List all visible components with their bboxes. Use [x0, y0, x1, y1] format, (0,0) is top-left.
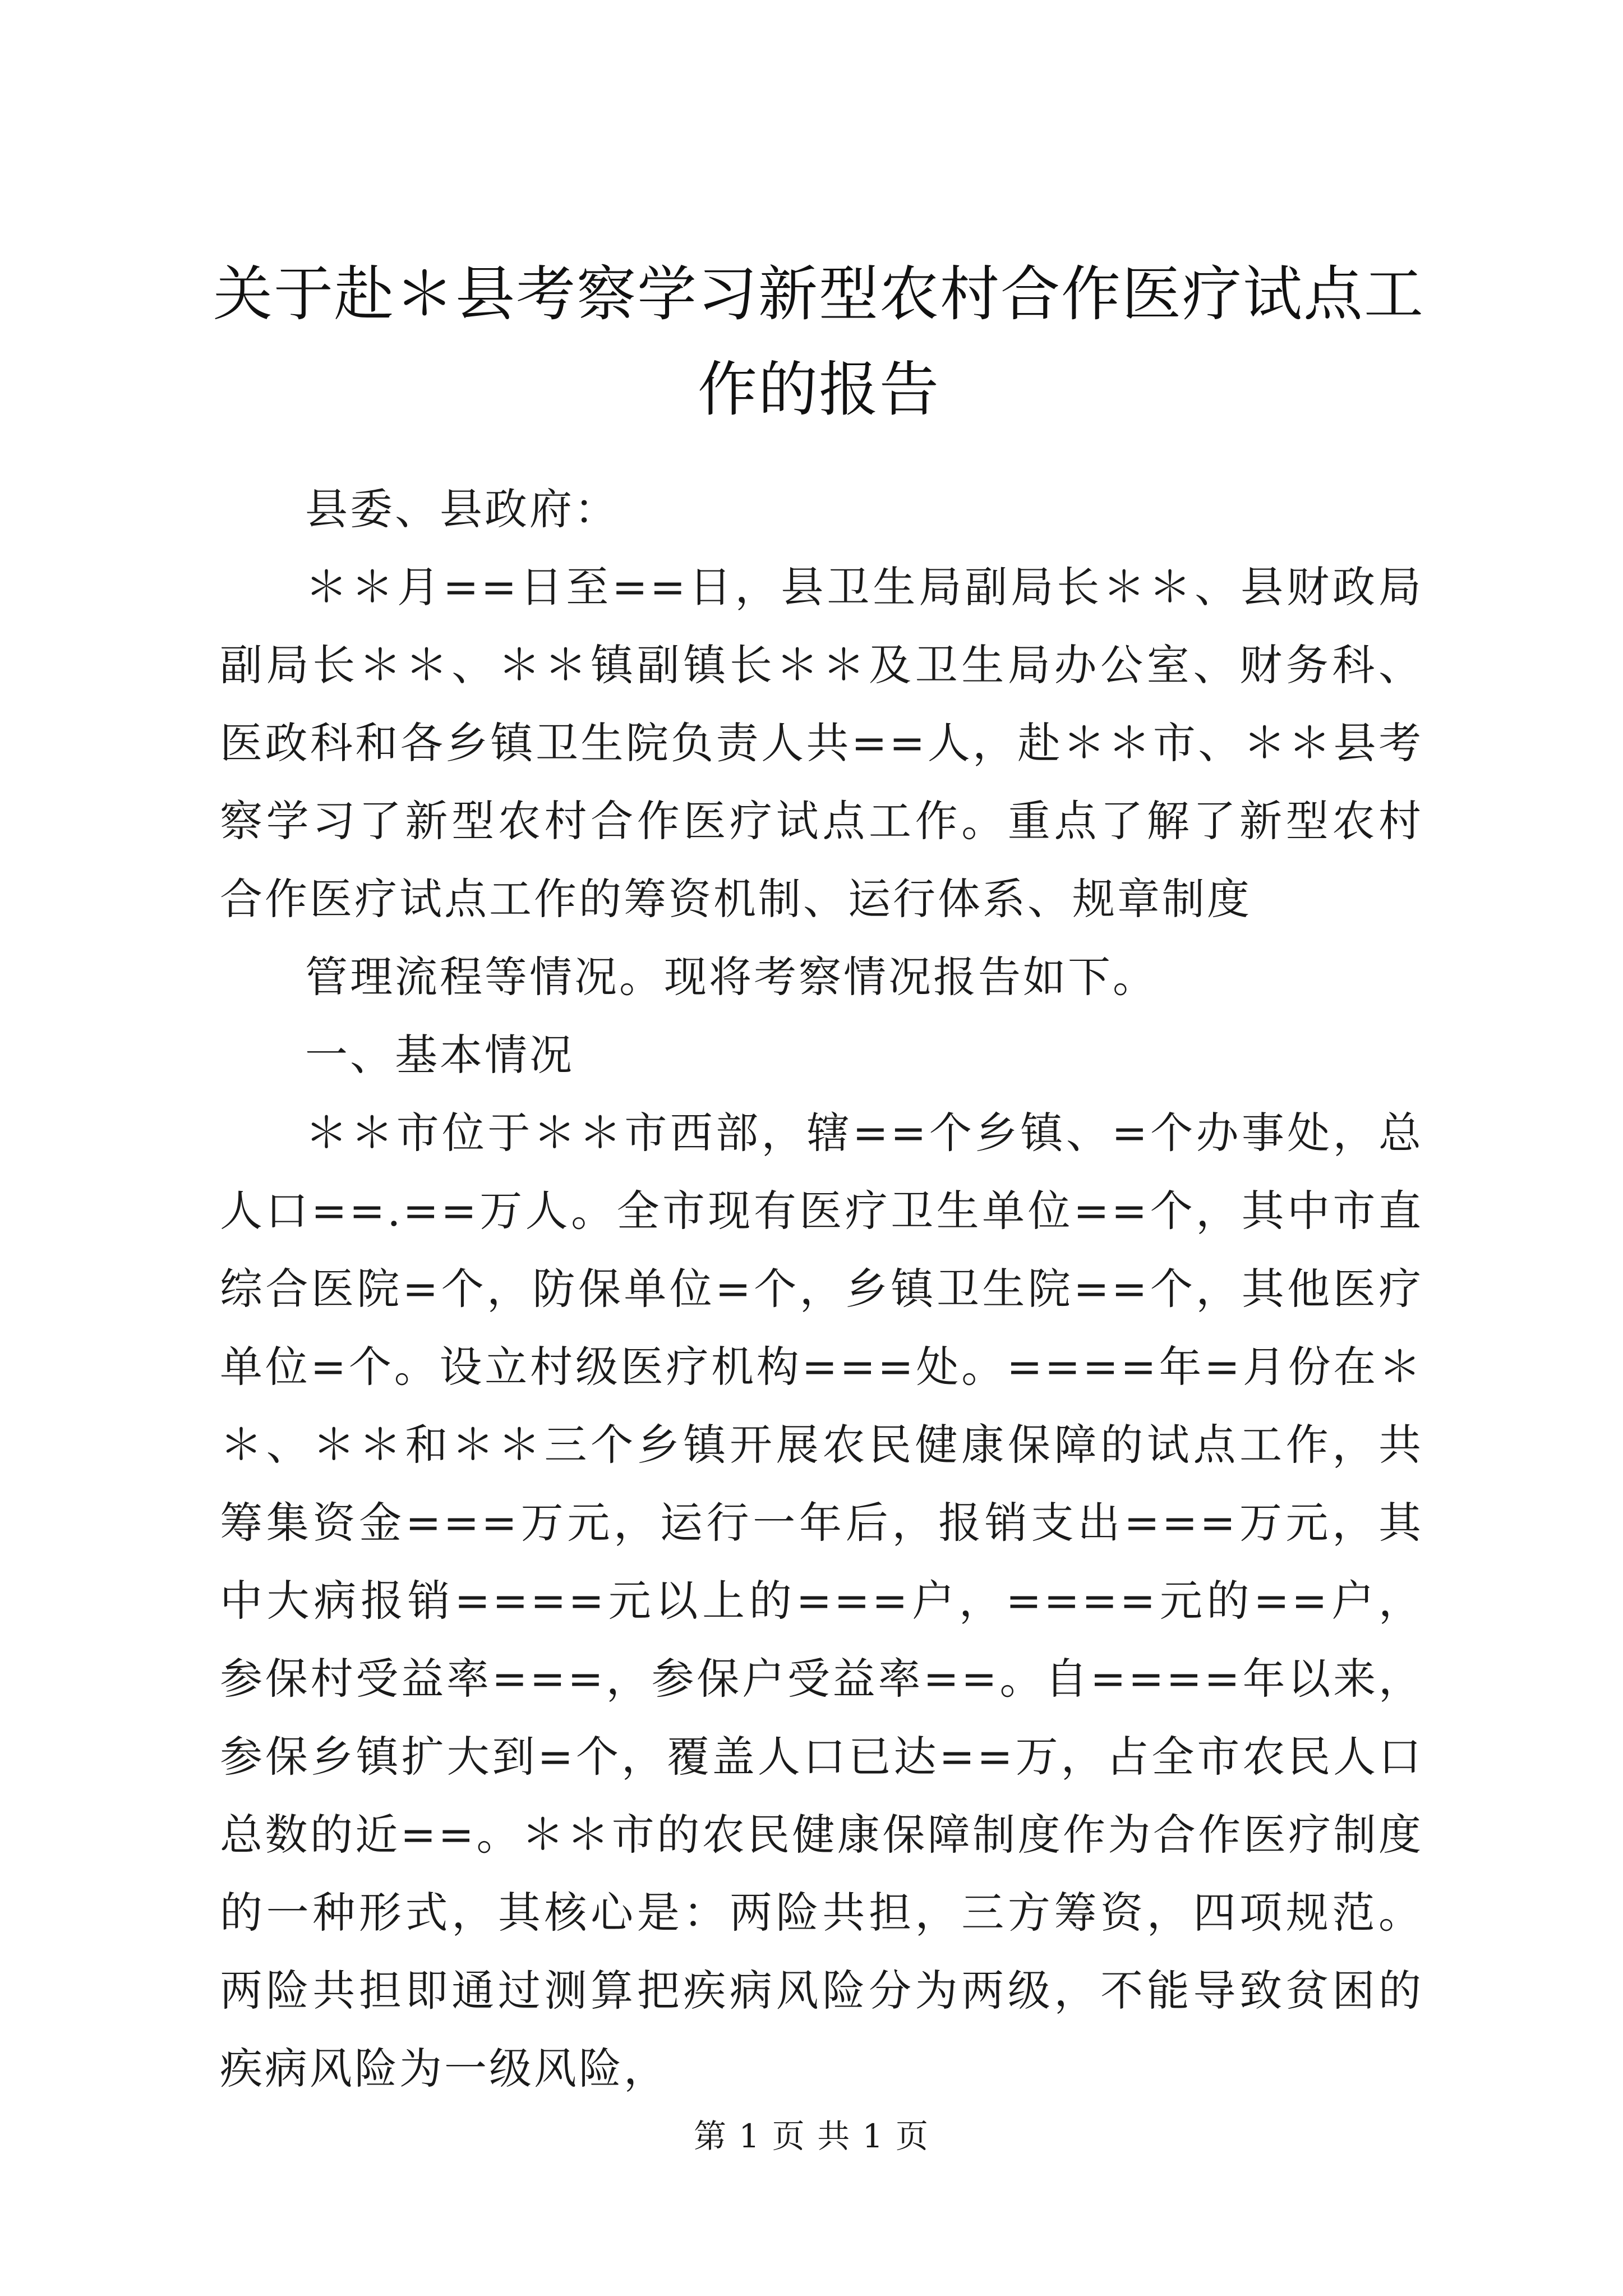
salutation-paragraph: 县委、县政府： [305, 484, 619, 534]
document-body [220, 470, 1423, 2108]
basic-situation-paragraph: ＊＊市位于＊＊市西部，辖==个乡镇、=个办事处，总人口==.==万人。全市现有医疗卫生单位==个，其中市直综合医院=个，防保单位=个，乡镇卫生院==个，其他医疗单位=个。设立村级医疗机构===处。====年=月份在＊＊、＊＊和＊＊三个乡镇开展农民健康保障的试点工作，共筹集资金===万元，运行一年后，报销支出===万元，其中大病报销====元以上的===户，====元的==户，参保村受益率===，参保户受益率==。自====年以来，参保乡镇扩大到=个，覆盖人口已达==万，占全市农民人口总数的近==。＊＊市的农民健康保障制度作为合作医疗制度的一种形式，其核心是：两险共担，三方筹资，四项规范。两险共担即通过测算把疾病风险分为两级，不能导致贫困的疾病风险为一级风险， [220, 1108, 1423, 2093]
intro-continuation-paragraph: 管理流程等情况。现将考察情况报告如下。 [305, 952, 1158, 1002]
section-heading: 一、基本情况 [305, 1030, 574, 1080]
page-footer: 第 1 页 共 1 页 [694, 2117, 929, 2155]
intro-paragraph: ＊＊月==日至==日，县卫生局副局长＊＊、县财政局副局长＊＊、＊＊镇副镇长＊＊及卫生局办公室、财务科、医政科和各乡镇卫生院负责人共==人，赴＊＊市、＊＊县考察学习了新型农村合作医疗试点工作。重点了解了新型农村合作医疗试点工作的筹资机制、运行体系、规章制度 [220, 562, 1423, 924]
document-title: 关于赴＊县考察学习新型农村合作医疗试点工作的报告 [213, 260, 1424, 424]
